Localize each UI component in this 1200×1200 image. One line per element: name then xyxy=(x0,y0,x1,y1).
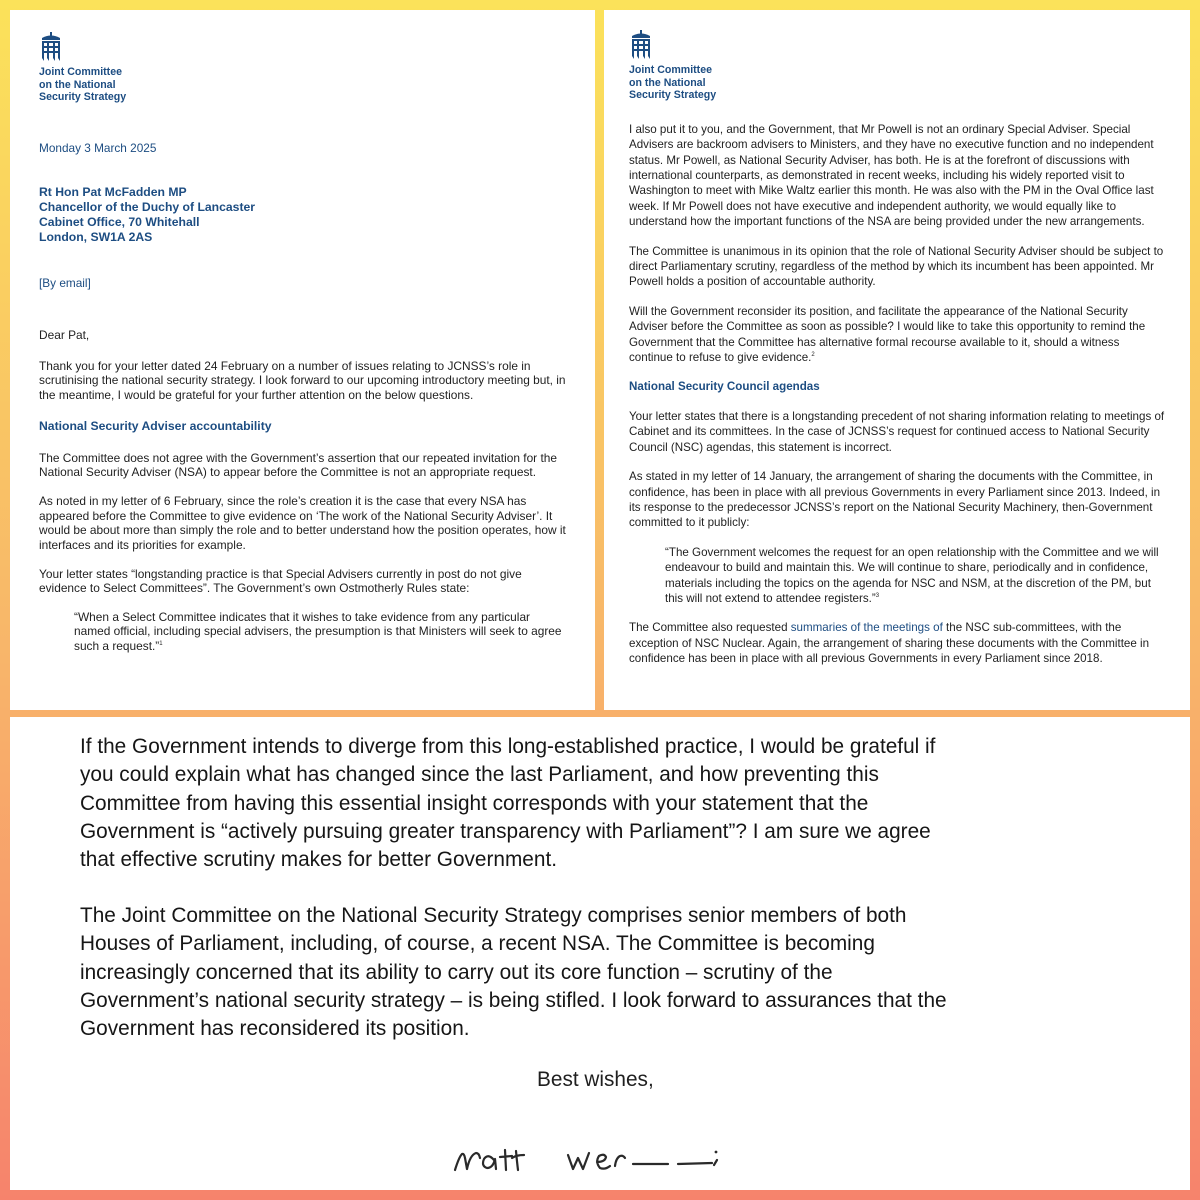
portcullis-logo-icon xyxy=(629,30,653,60)
recipient-address xyxy=(39,185,569,246)
text-line: increasingly concerned that its ability to carry out its core function – scrutiny of the xyxy=(80,960,833,984)
block-quote xyxy=(74,610,569,653)
text-line: The Joint Committee on the National Security Strategy comprises senior members of both xyxy=(80,904,907,927)
closing-paragraph xyxy=(80,902,1140,1043)
address-line: Chancellor of the Duchy of Lancaster xyxy=(39,199,256,214)
body-paragraph: The Committee is unanimous in its opinion that the role of National Security Adviser should be subject to direct Parliamentary scrutiny, regardless of the method by which its incumbent has been appointed. Mr Powell holds a position of accountable authority. xyxy=(629,244,1164,289)
footnote-marker: 3 xyxy=(875,592,880,599)
committee-name-line: on the National xyxy=(39,78,116,91)
address-line: Rt Hon Pat McFadden MP xyxy=(39,184,187,199)
footnote-marker: 1 xyxy=(159,640,163,647)
text-line: that effective scrutiny makes for better Government. xyxy=(80,848,557,872)
quote-text: “The Government welcomes the request for an open relationship with the Committee and we will endeavour to build and maintain this. We will continue to share, periodically and in confidence, materials including the topics on the agenda for NSC and NSM, at the discretion of the PM, but this will not extend to attendee registers.” xyxy=(665,545,1159,605)
text-line: Government is “actively pursuing greater transparency with Parliament”? I am sure we agree xyxy=(80,819,931,843)
committee-name-line: Joint Committee xyxy=(629,64,712,76)
footnote-marker: 2 xyxy=(811,352,815,359)
quote-text: “When a Select Committee indicates that it wishes to take evidence from any particular named official, including special advisers, the presumption is that Ministers will seek to agree such a request.” xyxy=(74,609,562,653)
paragraph-text: Will the Government reconsider its position, and facilitate the appearance of the National Security Adviser before the Committee as soon as possible? I would like to take this opportunity to remind the Government that the Committee has alternative formal recourse available to it, should a witness continue to refuse to give evidence. xyxy=(629,304,1146,365)
body-paragraph xyxy=(629,620,1166,666)
body-paragraph: Your letter states “longstanding practice is that Special Advisers currently in post do not give evidence to Select Committees”. The Government’s own Ostmotherly Rules state: xyxy=(39,567,522,596)
section-heading: National Security Council agendas xyxy=(629,380,820,394)
body-paragraph: As noted in my letter of 6 February, since the role’s creation it is the case that every NSA has appeared before the Committee to give evidence on ‘The work of the National Security Adviser’. It would be about more than simply the role and to better understand how the position operates, how it interfaces and its priorities for example. xyxy=(39,494,566,552)
text-line: Government has reconsidered its position. xyxy=(80,1017,470,1041)
text-line: Committee from having this essential insight corresponds with your statement that the xyxy=(80,791,869,815)
body-paragraph: As stated in my letter of 14 January, the arrangement of sharing the documents with the Committee, in confidence, has been in place with all previous Governments in every Parliament since 2013. Indeed, in its response to the predecessor JCNSS’s report on the National Security Machinery, then-Government committed to it publicly: xyxy=(629,470,1161,530)
portcullis-logo-icon xyxy=(39,32,63,62)
intro-paragraph: Thank you for your letter dated 24 February on a number of issues relating to JCNSS’s role in scrutinising the national security strategy. I look forward to our upcoming introductory meeting but, in the meantime, I would be grateful for your further attention on the below questions. xyxy=(39,359,566,402)
committee-name-line: Security Strategy xyxy=(39,91,127,104)
block-quote xyxy=(665,545,1166,607)
committee-name-line: on the National xyxy=(629,76,706,89)
committee-name xyxy=(39,66,569,104)
closing-paragraph xyxy=(80,733,1140,874)
section-heading: National Security Adviser accountability xyxy=(39,419,272,434)
summaries-link[interactable]: summaries of the meetings of xyxy=(790,621,943,635)
sign-off: Best wishes, xyxy=(537,1068,654,1091)
paragraph-text: The Committee also requested xyxy=(629,621,791,635)
text-line: you could explain what has changed since the last Parliament, and how preventing this xyxy=(80,763,879,787)
delivery-method: [By email] xyxy=(39,275,91,290)
address-line: Cabinet Office, 70 Whitehall xyxy=(39,215,200,230)
body-paragraph: I also put it to you, and the Government, that Mr Powell is not an ordinary Special Adviser. Special Advisers are backroom advisers to Ministers, and they have no executive function and no independent status. Mr Powell, as National Security Adviser, has both. He is at the forefront of discussions with international counterparts, as demonstrated in recent weeks, including his widely reported visit to Washington to meet with Mike Waltz earlier this month. He was also with the PM in the Oval Office last week. If Mr Powell does not have executive and independent authority, we would equally like to understand how the important functions of the NSA are being provided under the new arrangements. xyxy=(629,122,1154,229)
handwritten-signature-icon xyxy=(450,1122,740,1184)
address-line: London, SW1A 2AS xyxy=(39,230,153,245)
letter-page-1 xyxy=(10,10,595,710)
letter-page-2 xyxy=(604,10,1190,710)
paragraph-text: the NSC sub-committees, with the exception of NSC Nuclear. Again, the arrangement of sharing these documents with the Committee in confidence has been in place with all previous Governments in every Parliament since 2018. xyxy=(629,621,1150,666)
committee-name-line: Joint Committee xyxy=(39,66,122,78)
committee-name xyxy=(629,64,1166,102)
text-line: Government’s national security strategy – is being stifled. I look forward to assurances that the xyxy=(80,988,947,1012)
committee-name-line: Security Strategy xyxy=(629,89,717,102)
letter-date: Monday 3 March 2025 xyxy=(39,140,157,155)
body-paragraph: The Committee does not agree with the Government’s assertion that our repeated invitation for the National Security Adviser (NSA) to appear before the Committee is not an appropriate request. xyxy=(39,450,557,480)
body-paragraph: Your letter states that there is a longstanding precedent of not sharing information relating to meetings of Cabinet and its committees. In the case of JCNSS’s request for continued access to National Security Council (NSC) agendas, this statement is incorrect. xyxy=(629,409,1165,454)
text-line: If the Government intends to diverge from this long-established practice, I would be grateful if xyxy=(80,735,936,758)
text-line: Houses of Parliament, including, of course, a recent NSA. The Committee is becoming xyxy=(80,932,875,956)
body-paragraph xyxy=(629,304,1166,366)
letter-page-3 xyxy=(10,717,1190,1190)
salutation: Dear Pat, xyxy=(39,327,90,342)
